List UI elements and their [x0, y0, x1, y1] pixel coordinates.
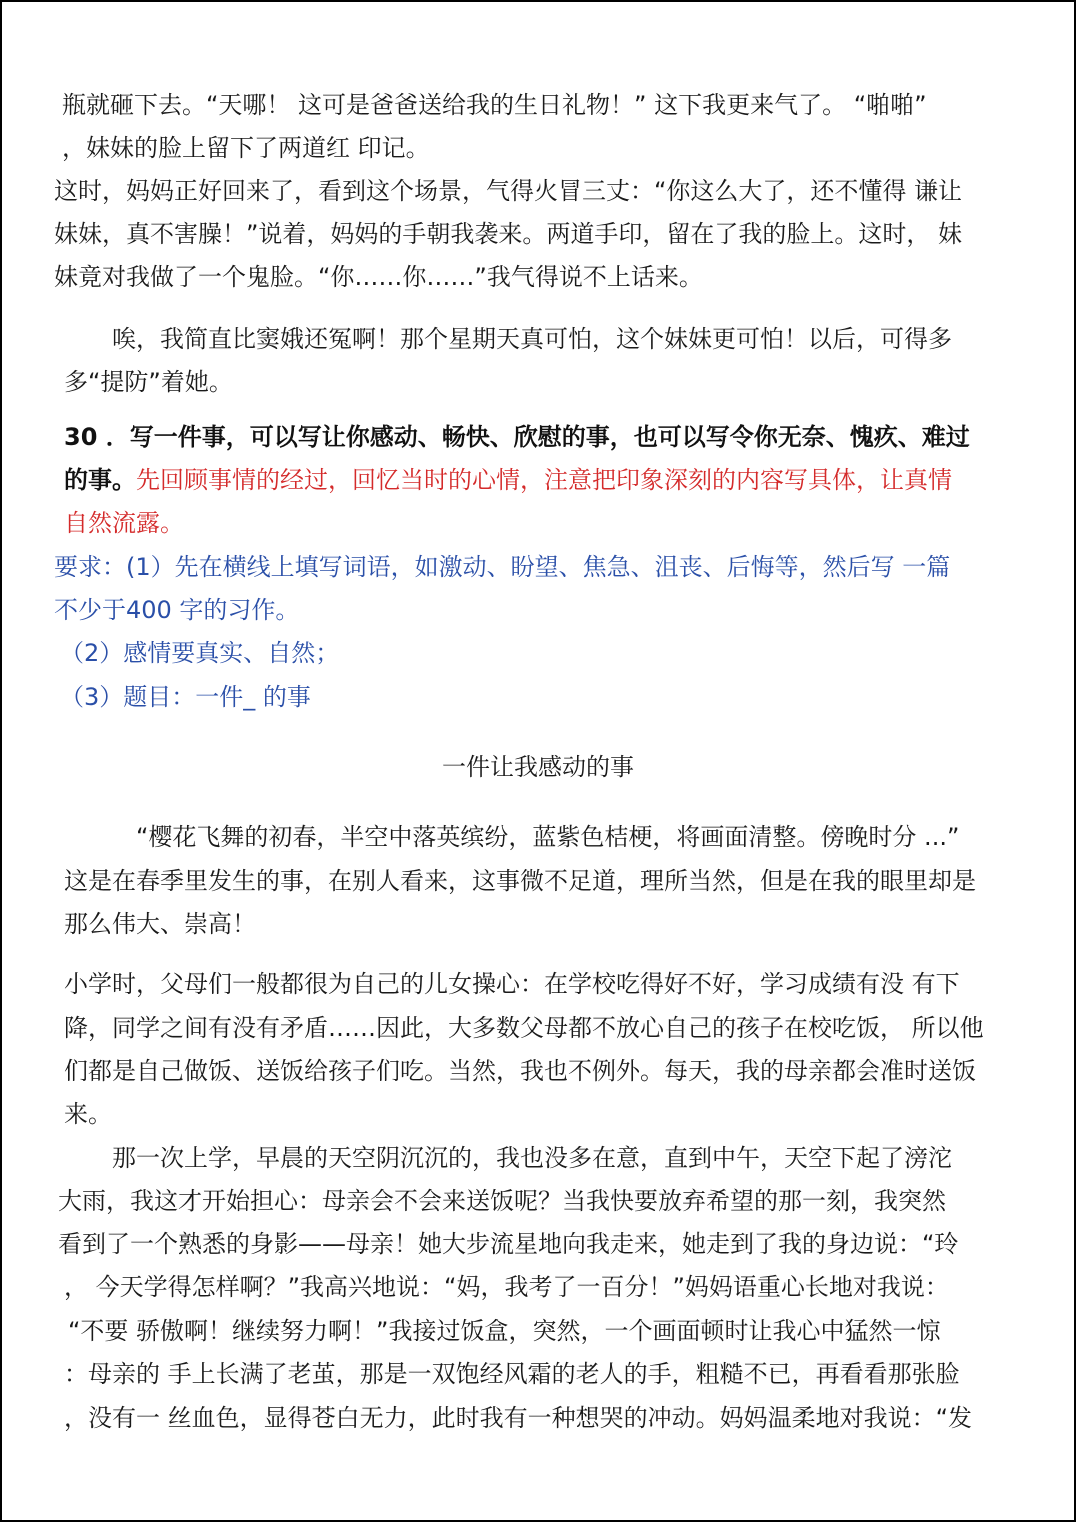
essay-p1-line-2: 这是在春季里发生的事，在别人看来，这事微不足道，理所当然，但是在我的眼里却是	[64, 867, 976, 895]
story-line-5: 妹竟对我做了一个鬼脸。“你……你……”我气得说不上话来。	[54, 263, 703, 291]
requirement-line-3: （2）感情要真实、自然；	[60, 639, 340, 667]
essay-p3-line-1: 那一次上学，早晨的天空阴沉沉的，我也没多在意，直到中午，天空下起了滂沱	[112, 1144, 952, 1172]
essay-p2-line-3: 们都是自己做饭、送饭给孩子们吃。当然，我也不例外。每天，我的母亲都会准时送饭	[64, 1057, 976, 1085]
essay-p3-line-3: 看到了一个熟悉的身影——母亲！她大步流星地向我走来，她走到了我的身边说：“玲	[58, 1230, 959, 1258]
question-30-line-2-bold: 的事。	[64, 466, 136, 494]
essay-p2-line-1: 小学时，父母们一般都很为自己的儿女操心：在学校吃得好不好，学习成绩有没 有下	[64, 970, 960, 998]
story-line-3: 这时，妈妈正好回来了，看到这个场景，气得火冒三丈：“你这么大了，还不懂得 谦让	[54, 177, 963, 205]
story-line-4: 妹妹，真不害臊！”说着，妈妈的手朝我袭来。两道手印，留在了我的脸上。这时， 妹	[54, 220, 963, 248]
question-30-line-3: 自然流露。	[64, 509, 184, 537]
requirement-line-1: 要求：(1）先在横线上填写词语，如激动、盼望、焦急、沮丧、后悔等，然后写 一篇	[54, 553, 951, 581]
question-30-line-2	[64, 465, 952, 495]
story-line-1: 瓶就砸下去。“天哪！ 这可是爸爸送给我的生日礼物！” 这下我更来气了。 “啪啪”	[62, 91, 927, 119]
essay-p3-line-7: ，没有一 丝血色，显得苍白无力，此时我有一种想哭的冲动。妈妈温柔地对我说：“发	[64, 1404, 973, 1432]
essay-p3-line-4: ， 今天学得怎样啊？”我高兴地说：“妈，我考了一百分！”妈妈语重心长地对我说：	[64, 1273, 949, 1301]
requirement-line-2: 不少于400 字的习作。	[54, 596, 300, 624]
essay-p2-line-4: 来。	[64, 1100, 112, 1128]
essay-p3-line-2: 大雨，我这才开始担心：母亲会不会来送饭呢？当我快要放弃希望的那一刻，我突然	[58, 1187, 946, 1215]
essay-p1-line-1: “樱花飞舞的初春，半空中落英缤纷，蓝紫色桔梗，将画面清整。傍晚时分 ...”	[136, 823, 960, 851]
essay-p2-line-2: 降，同学之间有没有矛盾……因此，大多数父母都不放心自己的孩子在校吃饭， 所以他	[64, 1014, 984, 1042]
question-30-line-2-red: 先回顾事情的经过，回忆当时的心情，注意把印象深刻的内容写具体，让真情	[136, 466, 952, 494]
story-ending-line-2: 多“提防”着她。	[64, 368, 233, 396]
essay-p1-line-3: 那么伟大、崇高！	[64, 910, 256, 938]
essay-title: 一件让我感动的事	[442, 753, 634, 781]
story-line-2: ，妹妹的脸上留下了两道红 印记。	[62, 134, 430, 162]
story-ending-line-1: 唉，我简直比窦娥还冤啊！那个星期天真可怕，这个妹妹更可怕！以后，可得多	[112, 325, 952, 353]
question-30-line-1: 30 ．写一件事，可以写让你感动、畅快、欣慰的事，也可以写令你无奈、愧疚、难过	[64, 423, 970, 451]
essay-p3-line-6: ：母亲的 手上长满了老茧，那是一双饱经风霜的老人的手，粗糙不已，再看看那张脸	[64, 1360, 960, 1388]
essay-p3-line-5: “不要 骄傲啊！继续努力啊！”我接过饭盒，突然，一个画面顿时让我心中猛然一惊	[68, 1317, 941, 1345]
requirement-line-4: （3）题目：一件_ 的事	[60, 683, 311, 711]
